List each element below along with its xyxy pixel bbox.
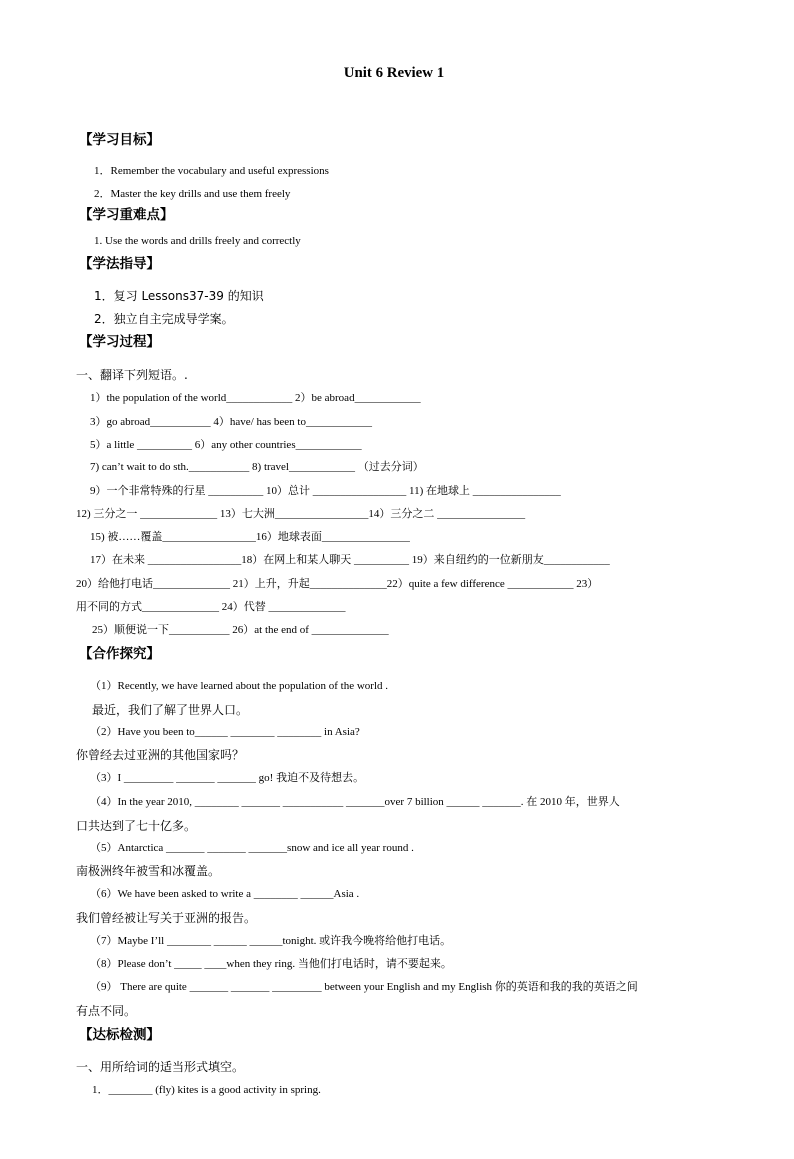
coop-line-1: （1）Recently, we have learned about the population of the world . [90, 680, 389, 692]
coop-line-9: 南极洲终年被雪和冰覆盖。 [76, 864, 221, 878]
coop-line-8: （5）Antarctica _______ _______ _______snow and ice all year round . [90, 842, 414, 854]
phrase-line-6: 12) 三分之一 ______________ 13）七大洲_________________14）三分之二 ________________ [76, 508, 526, 520]
coop-line-7: 口共达到了七十亿多。 [76, 819, 197, 833]
coop-line-13: （8）Please don’t _____ ____when they ring. 当他们打电话时，请不要起来。 [90, 958, 452, 970]
guide-1: 1．复习 Lessons37-39 的知识 [94, 289, 264, 303]
section-heading-key-points: 【学习重难点】 [79, 207, 174, 223]
phrase-line-7: 15) 被……覆盖_________________16）地球表面________________ [90, 531, 410, 543]
coop-line-10: （6）We have been asked to write a ________ ______Asia . [90, 888, 360, 900]
coop-line-5: （3）I _________ _______ _______ go! 我迫不及待想去。 [90, 772, 365, 784]
phrase-line-5: 9）一个非常特殊的行星 __________ 10）总计 _________________ 11) 在地球上 ________________ [90, 485, 561, 497]
guide-2: 2．独立自主完成导学案。 [94, 312, 234, 326]
section-heading-guide: 【学法指导】 [79, 256, 160, 272]
section-heading-test: 【达标检测】 [79, 1027, 160, 1043]
coop-line-11: 我们曾经被让写关于亚洲的报告。 [76, 911, 257, 925]
coop-line-4: 你曾经去过亚洲的其他国家吗？ [76, 748, 245, 762]
phrase-line-8: 17）在未来 _________________18）在网上和某人聊天 __________ 19）来自纽约的一位新朋友____________ [90, 554, 610, 566]
test-heading: 一、用所给词的适当形式填空。 [76, 1060, 245, 1074]
key-point-1: 1. Use the words and drills freely and correctly [94, 235, 301, 247]
coop-line-2: 最近，我们了解了世界人口。 [92, 703, 249, 717]
objective-2: 2．Master the key drills and use them freely [94, 188, 291, 200]
section-heading-objectives: 【学习目标】 [79, 132, 160, 148]
section-heading-cooperation: 【合作探究】 [79, 646, 160, 662]
coop-line-15: 有点不同。 [76, 1004, 137, 1018]
process-heading: 一、翻译下列短语。. [76, 368, 188, 382]
phrase-line-10: 用不同的方式______________ 24）代替 ______________ [76, 601, 346, 613]
phrase-line-4: 7) can’t wait to do sth.___________ 8) travel____________ （过去分词） [90, 461, 424, 473]
section-heading-process: 【学习过程】 [79, 334, 160, 350]
page-title: Unit 6 Review 1 [343, 65, 445, 81]
phrase-line-2: 3）go abroad___________ 4）have/ has been to____________ [90, 416, 372, 428]
objective-1: 1．Remember the vocabulary and useful expressions [94, 165, 329, 177]
phrase-line-11: 25）顺便说一下___________ 26）at the end of ______________ [92, 624, 389, 636]
test-line-1: 1．________ (fly) kites is a good activity in spring. [92, 1084, 321, 1096]
coop-line-3: （2）Have you been to______ ________ ________ in Asia? [90, 726, 360, 738]
coop-line-12: （7）Maybe I’ll ________ ______ ______tonight. 或许我今晚将给他打电话。 [90, 935, 452, 947]
phrase-line-1: 1）the population of the world____________ 2）be abroad____________ [90, 392, 421, 404]
coop-line-14: （9） There are quite _______ _______ _________ between your English and my English 你的英语和我的我的英语之间 [90, 981, 638, 993]
phrase-line-9: 20）给他打电话______________ 21）上升，升起______________22）quite a few difference ____________ 23） [76, 578, 599, 590]
coop-line-6: （4）In the year 2010, ________ _______ ___________ _______over 7 billion ______ _______. 在 2010 年，世界人 [90, 796, 620, 808]
phrase-line-3: 5）a little __________ 6）any other countries____________ [90, 439, 362, 451]
